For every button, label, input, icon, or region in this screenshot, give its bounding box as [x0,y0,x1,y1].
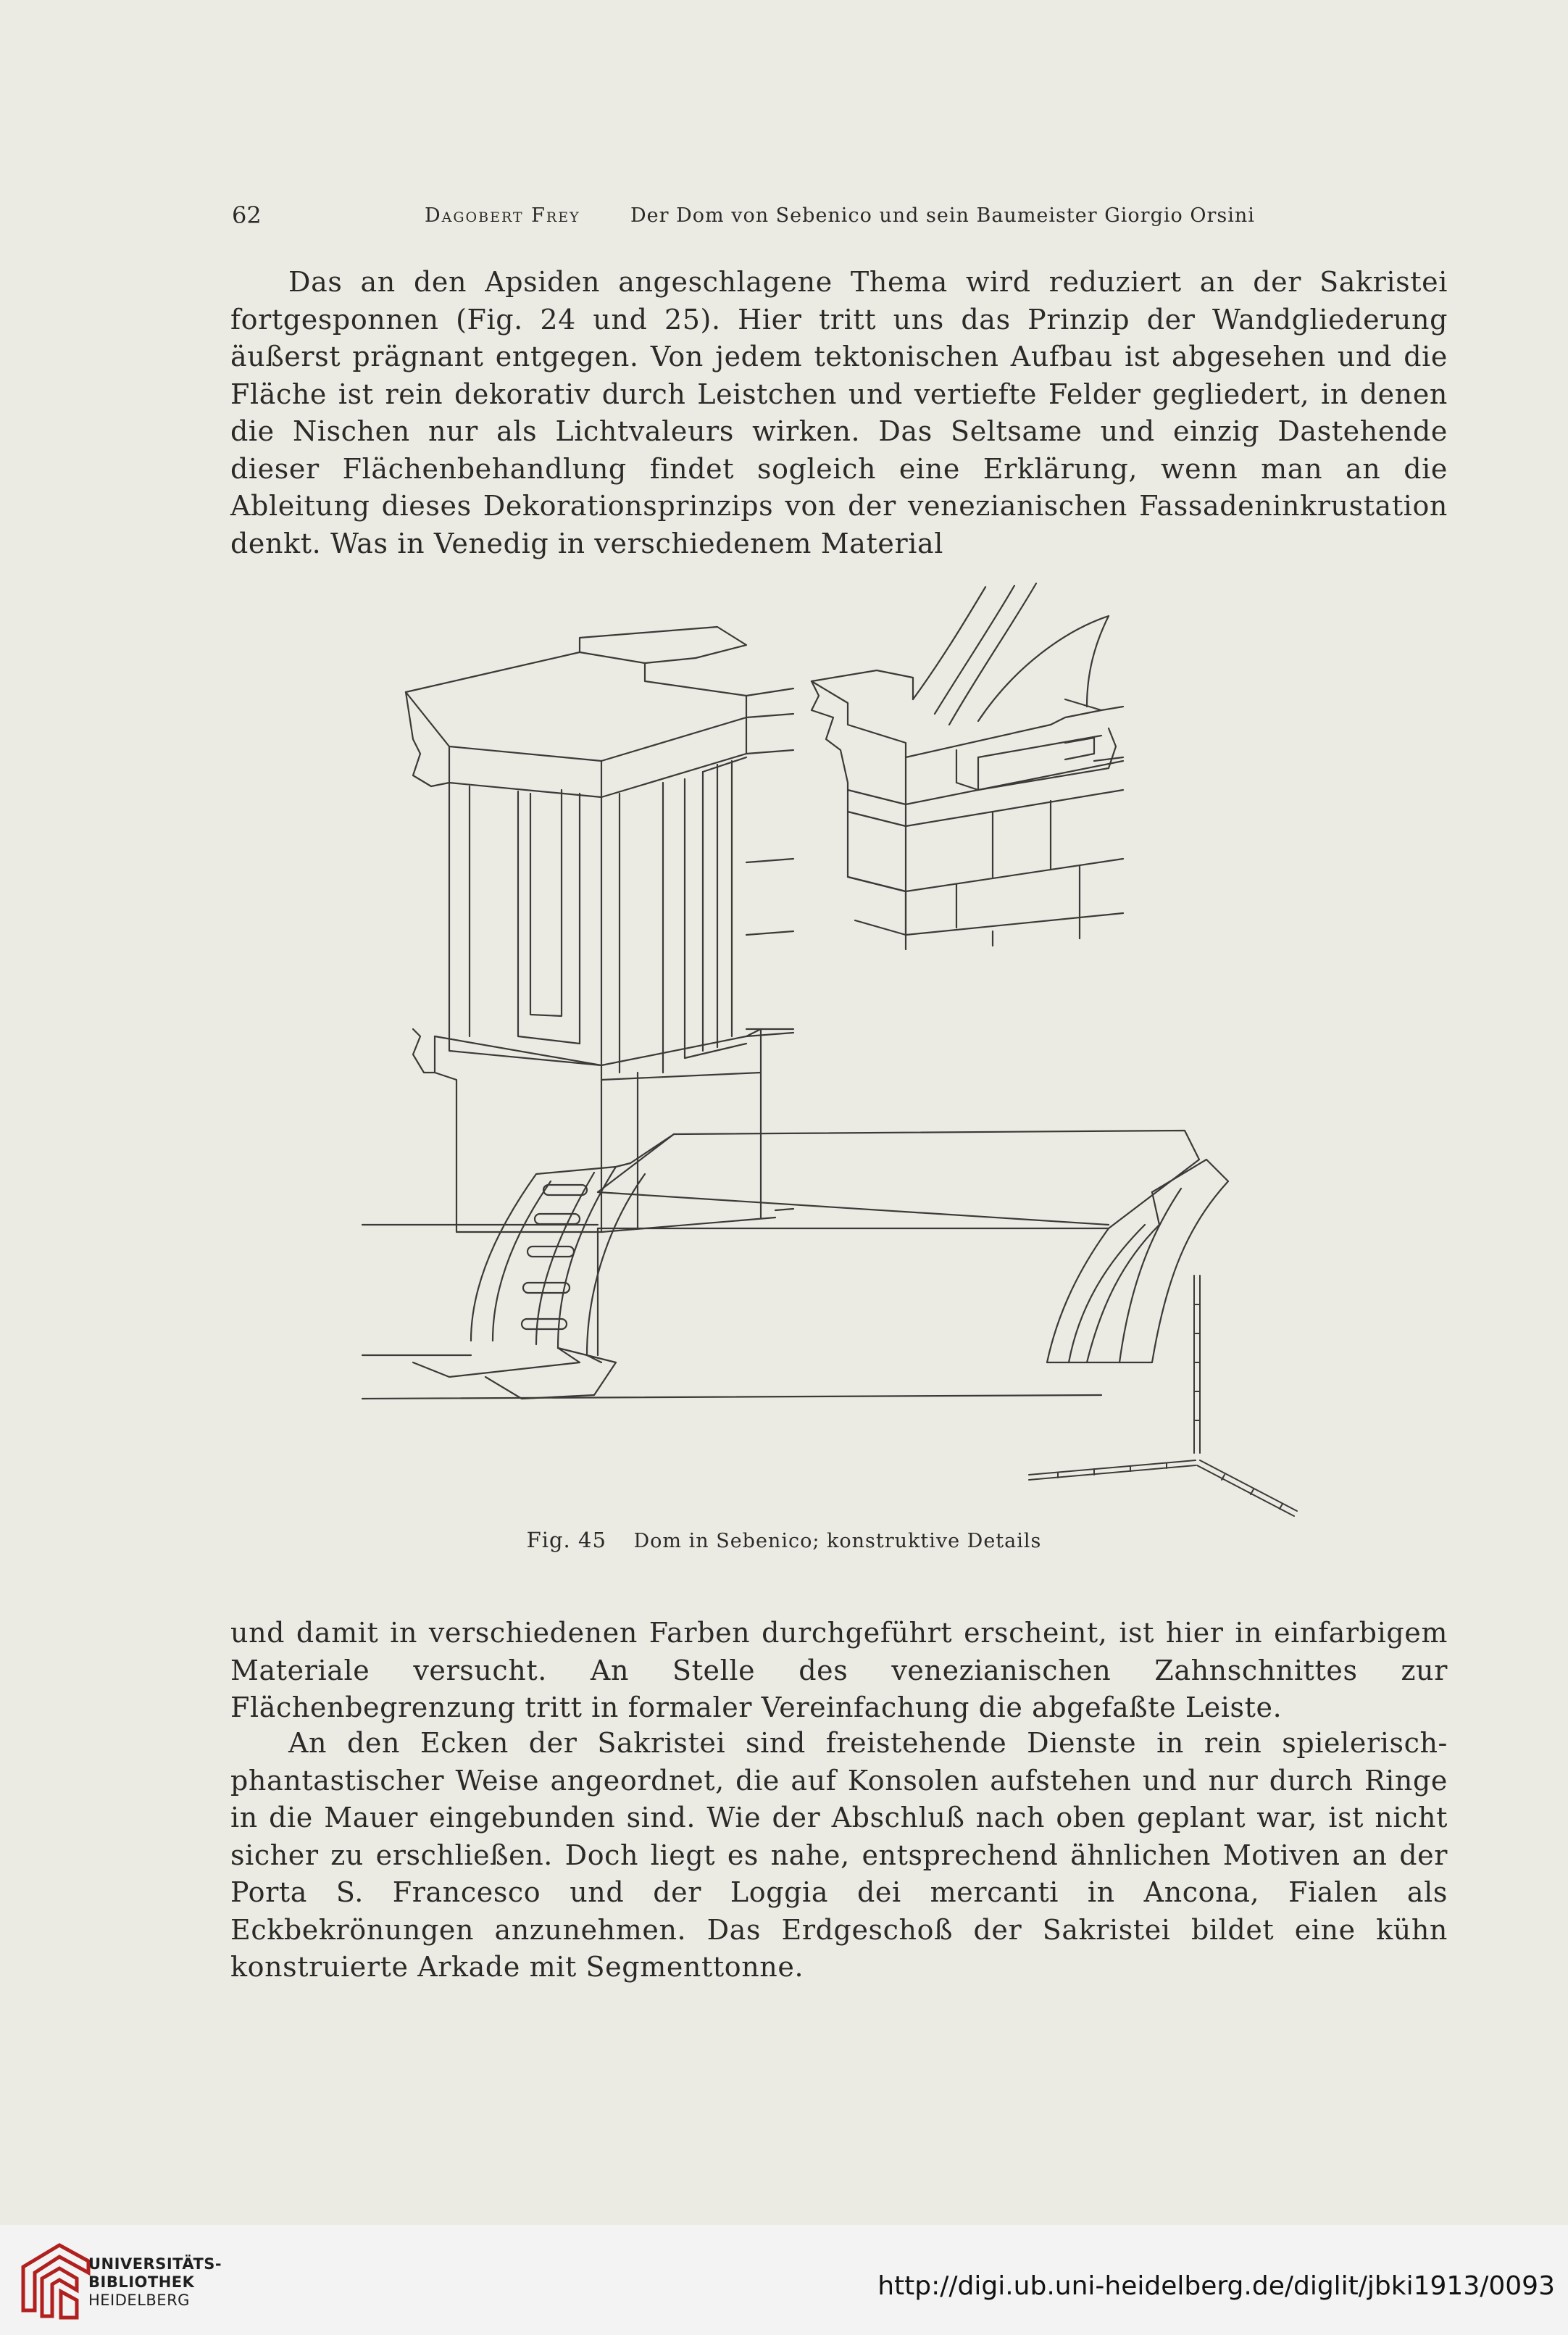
header-title: Der Dom von Sebenico und sein Baumeister Giorgio Orsini [630,204,1255,227]
cornice-block-drawing [406,627,793,1232]
figure-construction-details [341,573,1319,1522]
figure-caption-text: Dom in Sebenico; konstruktive Details [633,1530,1042,1552]
running-header [232,201,1268,238]
figure-caption [0,1528,1568,1552]
library-name-line-2: BIBLIOTHEK [88,2273,195,2291]
arch-cornice-drawing [812,583,1123,949]
figure-drawing [341,573,1319,1522]
digitization-footer [0,2225,1568,2335]
vault-rib-drawing [362,1131,1228,1399]
permalink-url[interactable]: http://digi.ub.uni-heidelberg.de/diglit/jbki1913/0093 [877,2271,1555,2301]
library-name [88,2255,222,2310]
paragraph-2: und damit in verschiedenen Farben durchgeführt erscheint, ist hier in einfarbigem Materiale versucht. An Stelle des venezianischen Zahnschnittes zur Flächenbegrenzung tritt in formaler Vereinfachung die abgefaßte Leiste. [230,1617,1448,1723]
page-number: 62 [232,201,262,229]
paragraph-1: Das an den Apsiden angeschlagene Thema wird reduziert an der Sakristei fortgesponnen (Fig. 24 und 25). Hier tritt uns das Prinzip der Wandgliederung äußerst prägnant entgegen. Von jedem tektonischen Aufbau ist abgesehen und die Fläche ist rein dekorativ durch Leistchen und vertiefte Felder gegliedert, in denen die Nischen nur als Lichtvaleurs wirken. Das Seltsame und einzig Dastehende dieser Flächenbehandlung findet sogleich eine Erklärung, wenn man an die Ableitung dieses Dekorationsprinzips von der venezianischen Fassadeninkrustation denkt. Was in Venedig in verschiedenem Material [230,266,1448,559]
header-author: Dagobert Frey [425,204,580,227]
paragraph-3: An den Ecken der Sakristei sind freistehende Dienste in rein spielerisch-phantastischer Weise angeordnet, die auf Konsolen aufstehen und nur durch Ringe in die Mauer eingebunden sind. Wie der Abschluß nach oben geplant war, ist nicht sicher zu erschließen. Doch liegt es nahe, entsprechend ähnlichen Motiven an der Porta S. Francesco und der Loggia dei mercanti in Ancona, Fialen als Eckbekrönungen anzunehmen. Das Erdgeschoß der Sakristei bildet eine kühn konstruierte Arkade mit Segmenttonne. [230,1727,1448,1983]
library-name-line-3: HEIDELBERG [88,2292,190,2309]
library-logo-icon [16,2238,96,2322]
figure-label: Fig. 45 [526,1528,606,1552]
library-name-line-1: UNIVERSITÄTS- [88,2255,222,2273]
